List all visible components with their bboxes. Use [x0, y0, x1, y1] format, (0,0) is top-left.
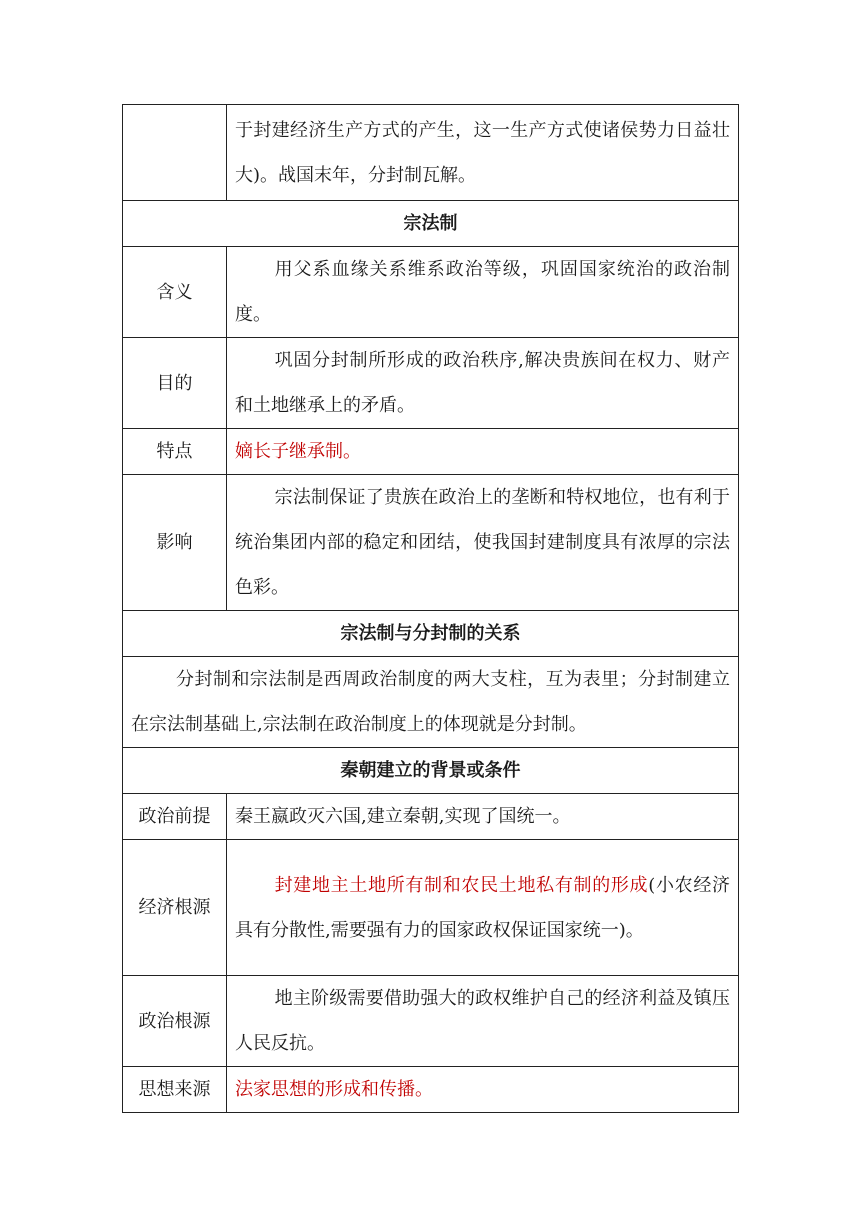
fengjian-continuation-text: 于封建经济生产方式的产生，这一生产方式使诸侯势力日益壮大)。战国末年，分封制瓦解。: [227, 105, 739, 201]
table-row: [123, 1067, 739, 1113]
row-content-jingji: [227, 840, 739, 976]
fengjian-continuation-row: [123, 105, 739, 201]
jingji-text-highlight: 封建地主土地所有制和农民土地私有制的形成: [274, 874, 649, 896]
section-header-row: [123, 201, 739, 247]
table-row: [123, 794, 739, 840]
section-title-qin: 秦朝建立的背景或条件: [123, 748, 739, 794]
row-content-mudi: [227, 338, 739, 429]
row-content-zhengzhi-qianti: 秦王嬴政灭六国,建立秦朝,实现了国统一。: [227, 794, 739, 840]
hanyi-text: 用父系血缘关系维系政治等级，巩固国家统治的政治制度。: [235, 259, 730, 325]
row-content-zhengzhi-genyuan: [227, 976, 739, 1067]
row-label-sixiang: 思想来源: [123, 1067, 227, 1113]
row-label-zhengzhi-genyuan: 政治根源: [123, 976, 227, 1067]
table-row: [123, 338, 739, 429]
table-row: [123, 247, 739, 338]
zhengzhi-genyuan-text: 地主阶级需要借助强大的政权维护自己的经济利益及镇压人民反抗。: [235, 988, 730, 1054]
section-header-row: [123, 748, 739, 794]
row-label-tedian: 特点: [123, 429, 227, 475]
row-label-zhengzhi-qianti: 政治前提: [123, 794, 227, 840]
row-content-sixiang: 法家思想的形成和传播。: [227, 1067, 739, 1113]
row-label-mudi: 目的: [123, 338, 227, 429]
mudi-text: 巩固分封制所形成的政治秩序,解决贵族间在权力、财产和土地继承上的矛盾。: [235, 350, 730, 416]
section-title-zongfa: 宗法制: [123, 201, 739, 247]
table-row: [123, 429, 739, 475]
row-label-yingxiang: 影响: [123, 475, 227, 611]
table-row: [123, 976, 739, 1067]
jingji-text: [235, 863, 730, 953]
empty-label-cell: [123, 105, 227, 201]
relation-content: [123, 657, 739, 748]
relation-text: 分封制和宗法制是西周政治制度的两大支柱，互为表里；分封制建立在宗法制基础上,宗法制在政治制度上的体现就是分封制。: [131, 669, 730, 735]
history-notes-table: [122, 104, 739, 1113]
row-content-tedian: 嫡长子继承制。: [227, 429, 739, 475]
row-content-yingxiang: [227, 475, 739, 611]
section-header-row: [123, 611, 739, 657]
jingji-text-rest: (小农经济具有分散性,需要强有力的国家政权保证国家统一)。: [235, 874, 731, 941]
table-row: [123, 657, 739, 748]
section-title-relation: 宗法制与分封制的关系: [123, 611, 739, 657]
table-row: [123, 840, 739, 976]
row-content-hanyi: [227, 247, 739, 338]
table-row: [123, 475, 739, 611]
row-label-hanyi: 含义: [123, 247, 227, 338]
row-label-jingji: 经济根源: [123, 840, 227, 976]
yingxiang-text: 宗法制保证了贵族在政治上的垄断和特权地位，也有利于统治集团内部的稳定和团结，使我国封建制度具有浓厚的宗法色彩。: [235, 487, 730, 598]
